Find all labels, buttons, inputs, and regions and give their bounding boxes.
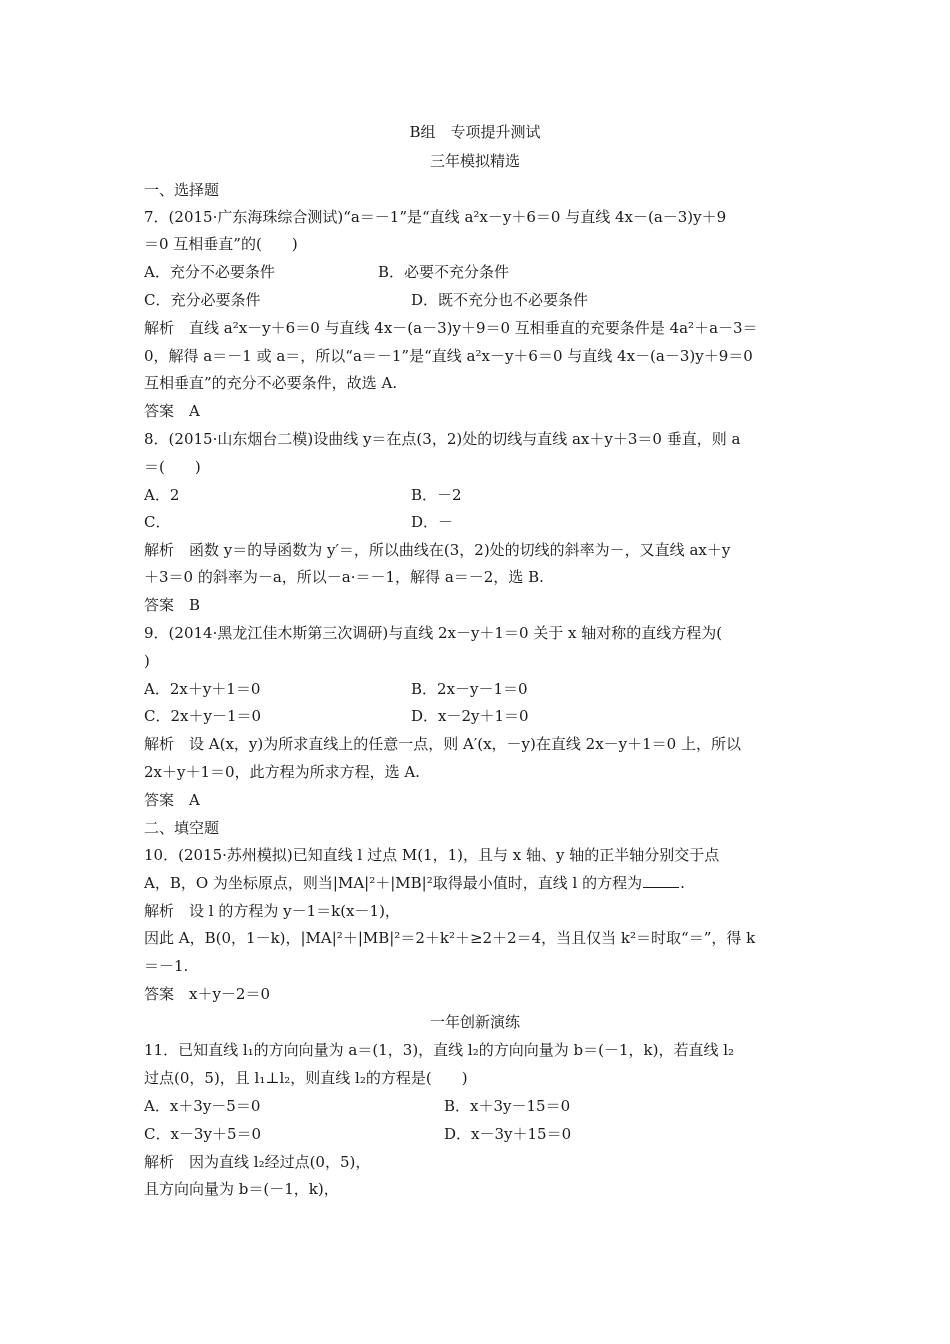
section-fill-in: 二、填空题 bbox=[144, 819, 220, 837]
q7-answer: 答案 A bbox=[144, 402, 200, 420]
q7-solution-2: 0，解得 a＝－1 或 a＝，所以“a＝－1”是“直线 a²x－y＋6＝0 与直线 4x－(a－3)y＋9＝0 bbox=[144, 347, 753, 365]
q8-answer: 答案 B bbox=[144, 596, 201, 614]
q9-option-c: C．2x＋y－1＝0 bbox=[144, 707, 262, 725]
q9-option-b: B．2x－y－1＝0 bbox=[411, 680, 528, 698]
q10-solution-1: 解析 设 l 的方程为 y－1＝k(x－1)， bbox=[144, 902, 400, 920]
q11-line2: 过点(0，5)，且 l₁⊥l₂，则直线 l₂的方程是( ) bbox=[144, 1069, 468, 1087]
q11-option-c: C．x－3y＋5＝0 bbox=[144, 1125, 262, 1143]
section-choice: 一、选择题 bbox=[144, 181, 220, 199]
q10-line2-end: . bbox=[680, 874, 685, 892]
q9-line1: 9．(2014·黑龙江佳木斯第三次调研)与直线 2x－y＋1＝0 关于 x 轴对称的直线方程为( bbox=[144, 624, 723, 642]
q11-option-a: A．x＋3y－5＝0 bbox=[144, 1097, 261, 1115]
q8-solution-1: 解析 函数 y＝的导函数为 y′＝，所以曲线在(3，2)处的切线的斜率为－，又直线 ax＋y bbox=[144, 541, 731, 559]
q9-option-a: A．2x＋y＋1＝0 bbox=[144, 680, 261, 698]
q10-solution-2: 因此 A，B(0，1－k)，|MA|²＋|MB|²＝2＋k²＋≥2＋2＝4，当且仅当 k²＝时取“＝”，得 k bbox=[144, 929, 756, 947]
q7-line2: ＝0 互相垂直”的( ) bbox=[144, 235, 298, 253]
q10-line2 bbox=[144, 873, 685, 893]
q7-solution-3: 互相垂直”的充分不必要条件，故选 A. bbox=[144, 374, 398, 392]
q10-line2-text: A，B，O 为坐标原点，则当|MA|²＋|MB|²取得最小值时，直线 l 的方程为 bbox=[144, 874, 643, 892]
q8-line1: 8．(2015·山东烟台二模)设曲线 y＝在点(3，2)处的切线与直线 ax＋y＋3＝0 垂直，则 a bbox=[144, 430, 741, 448]
q8-option-b: B．－2 bbox=[411, 486, 462, 504]
q8-line2: ＝( ) bbox=[144, 458, 201, 476]
q7-option-c: C．充分必要条件 bbox=[144, 291, 261, 309]
q10-answer: 答案 x＋y－2＝0 bbox=[144, 985, 271, 1003]
q8-option-d: D．－ bbox=[411, 513, 454, 531]
q11-solution-2: 且方向向量为 b＝(－1，k)， bbox=[144, 1180, 339, 1198]
q7-option-b: B．必要不充分条件 bbox=[378, 263, 510, 281]
q9-answer: 答案 A bbox=[144, 791, 200, 809]
q11-option-d: D．x－3y＋15＝0 bbox=[444, 1125, 572, 1143]
answer-blank bbox=[643, 873, 679, 888]
subheading-one-year: 一年创新演练 bbox=[429, 1013, 520, 1031]
q11-solution-1: 解析 因为直线 l₂经过点(0，5)， bbox=[144, 1153, 371, 1171]
q9-option-d: D．x－2y＋1＝0 bbox=[411, 707, 529, 725]
q7-option-a: A．充分不必要条件 bbox=[144, 263, 275, 281]
q9-line2: ) bbox=[144, 652, 150, 670]
q7-option-d: D．既不充分也不必要条件 bbox=[411, 291, 589, 309]
subheading-three-year: 三年模拟精选 bbox=[429, 152, 520, 170]
q8-option-c: C． bbox=[144, 513, 171, 531]
q8-option-a: A．2 bbox=[144, 486, 180, 504]
q7-solution-1: 解析 直线 a²x－y＋6＝0 与直线 4x－(a－3)y＋9＝0 互相垂直的充要条件是 4a²＋a－3＝ bbox=[144, 319, 758, 337]
q7-line1: 7．(2015·广东海珠综合测试)“a＝－1”是“直线 a²x－y＋6＝0 与直线 4x－(a－3)y＋9 bbox=[144, 208, 727, 226]
q11-option-b: B．x＋3y－15＝0 bbox=[444, 1097, 571, 1115]
group-heading: B组 专项提升测试 bbox=[409, 123, 541, 141]
q8-solution-2: ＋3＝0 的斜率为－a，所以－a·＝－1，解得 a＝－2，选 B. bbox=[144, 568, 544, 586]
q10-solution-3: ＝－1. bbox=[144, 957, 189, 975]
q10-line1: 10．(2015·苏州模拟)已知直线 l 过点 M(1，1)，且与 x 轴、y 轴的正半轴分别交于点 bbox=[144, 846, 720, 864]
q9-solution-1: 解析 设 A(x，y)为所求直线上的任意一点，则 A′(x，－y)在直线 2x－y＋1＝0 上，所以 bbox=[144, 735, 741, 753]
q9-solution-2: 2x＋y＋1＝0，此方程为所求方程，选 A. bbox=[144, 763, 420, 781]
q11-line1: 11．已知直线 l₁的方向向量为 a＝(1，3)，直线 l₂的方向向量为 b＝(－1，k)，若直线 l₂ bbox=[144, 1041, 735, 1059]
